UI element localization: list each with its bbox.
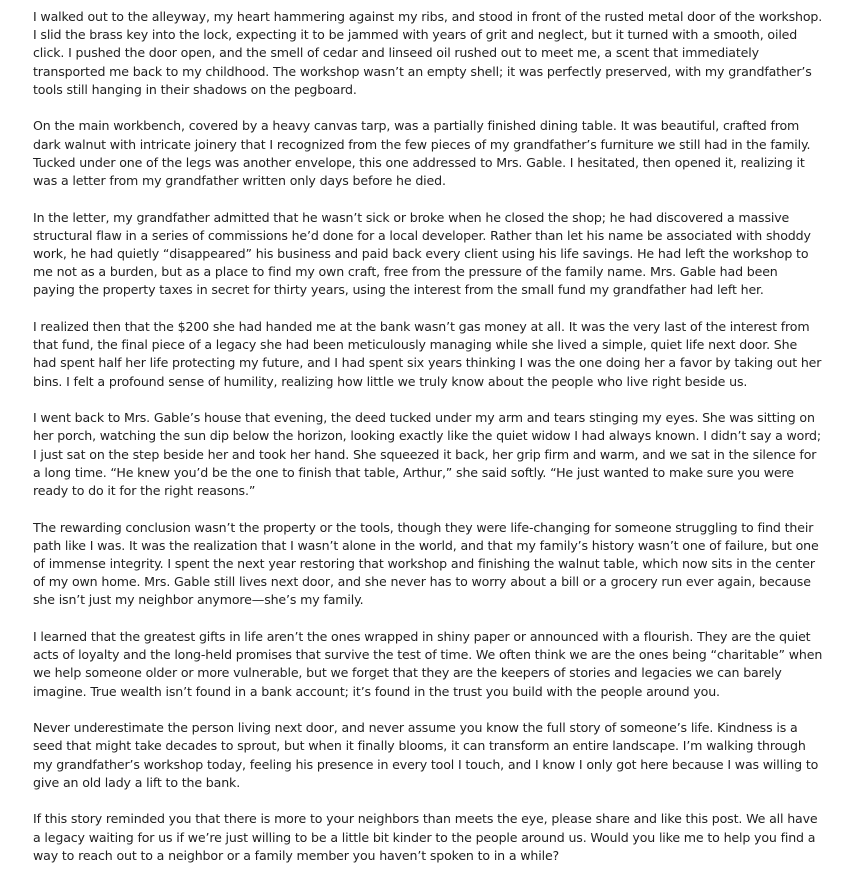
story-paragraph-4: I realized then that the $200 she had handed me at the bank wasn’t gas money at all. It was the very last of the interest from that fund, the final piece of a legacy she had been meticulously managing while she lived a simple, quiet life next door. She had spent half her life protecting my future, and I had spent six years thinking I was the one doing her a favor by taking out her bins. I felt a profound sense of humility, realizing how little we truly know about the people who live right beside us. — [33, 319, 822, 389]
story-paragraph-8: Never underestimate the person living next door, and never assume you know the full story of someone’s life. Kindness is a seed that might take decades to sprout, but when it finally blooms, it can transform an entire landscape. I’m walking through my grandfather’s workshop today, feeling his presence in every tool I touch, and I know I only got here because I was willing to give an old lady a lift to the bank. — [33, 720, 819, 790]
story-paragraph-6: The rewarding conclusion wasn’t the property or the tools, though they were life-changing for someone struggling to find their path like I was. It was the realization that I wasn’t alone in the world, and that my family’s history wasn’t one of failure, but one of immense integrity. I spent the next year restoring that workshop and finishing the walnut table, which now sits in the center of my own home. Mrs. Gable still lives next door, and she never has to worry about a bill or a grocery run ever again, because she isn’t just my neighbor anymore—she’s my family. — [33, 519, 819, 608]
story-body — [33, 8, 823, 883]
story-paragraph-7: I learned that the greatest gifts in life aren’t the ones wrapped in shiny paper or announced with a flourish. They are the quiet acts of loyalty and the long-held promises that survive the test of time. We often think we are the ones being “charitable” when we help someone older or more vulnerable, but we forget that they are the keepers of stories and legacies we can barely imagine. True wealth isn’t found in a bank account; it’s found in the trust you build with the people around you. — [33, 629, 823, 699]
story-paragraph-3: In the letter, my grandfather admitted that he wasn’t sick or broke when he closed the shop; he had discovered a massive structural flaw in a series of commissions he’d done for a local developer. Rather than let his name be associated with shoddy work, he had quietly “disappeared” his business and paid back every client using his life savings. He had left the workshop to me not as a burden, but as a place to find my own craft, free from the pressure of the family name. Mrs. Gable had been paying the property taxes in secret for thirty years, using the interest from the small fund my grandfather had left her. — [33, 209, 811, 298]
story-paragraph-1: I walked out to the alleyway, my heart hammering against my ribs, and stood in front of the rusted metal door of the workshop. I slid the brass key into the lock, expecting it to be jammed with years of grit and neglect, but it turned with a smooth, oiled click. I pushed the door open, and the smell of cedar and linseed oil rushed out to meet me, a scent that immediately transported me back to my childhood. The workshop wasn’t an empty shell; it was perfectly preserved, with my grandfather’s tools still hanging in their shadows on the pegboard. — [33, 9, 823, 97]
story-paragraph-5: I went back to Mrs. Gable’s house that evening, the deed tucked under my arm and tears stinging my eyes. She was sitting on her porch, watching the sun dip below the horizon, looking exactly like the quiet widow I had always known. I didn’t say a word; I just sat on the step beside her and took her hand. She squeezed it back, her grip firm and warm, and we sat in the silence for a long time. “He knew you’d be the one to finish that table, Arthur,” she said softly. “He just wanted to make sure you were ready to do it for the right reasons.” — [33, 410, 821, 499]
story-paragraph-2: On the main workbench, covered by a heavy canvas tarp, was a partially finished dining table. It was beautiful, crafted from dark walnut with intricate joinery that I recognized from the few pieces of my grandfather’s furniture we still had in the family. Tucked under one of the legs was another envelope, this one addressed to Mrs. Gable. I hesitated, then opened it, realizing it was a letter from my grandfather written only days before he died. — [33, 118, 811, 189]
story-paragraph-9: If this story reminded you that there is more to your neighbors than meets the eye, please share and like this post. We all have a legacy waiting for us if we’re just willing to be a little bit kinder to the people around us. Would you like me to help you find a way to reach out to a neighbor or a family member you haven’t spoken to in a while? — [33, 811, 818, 863]
